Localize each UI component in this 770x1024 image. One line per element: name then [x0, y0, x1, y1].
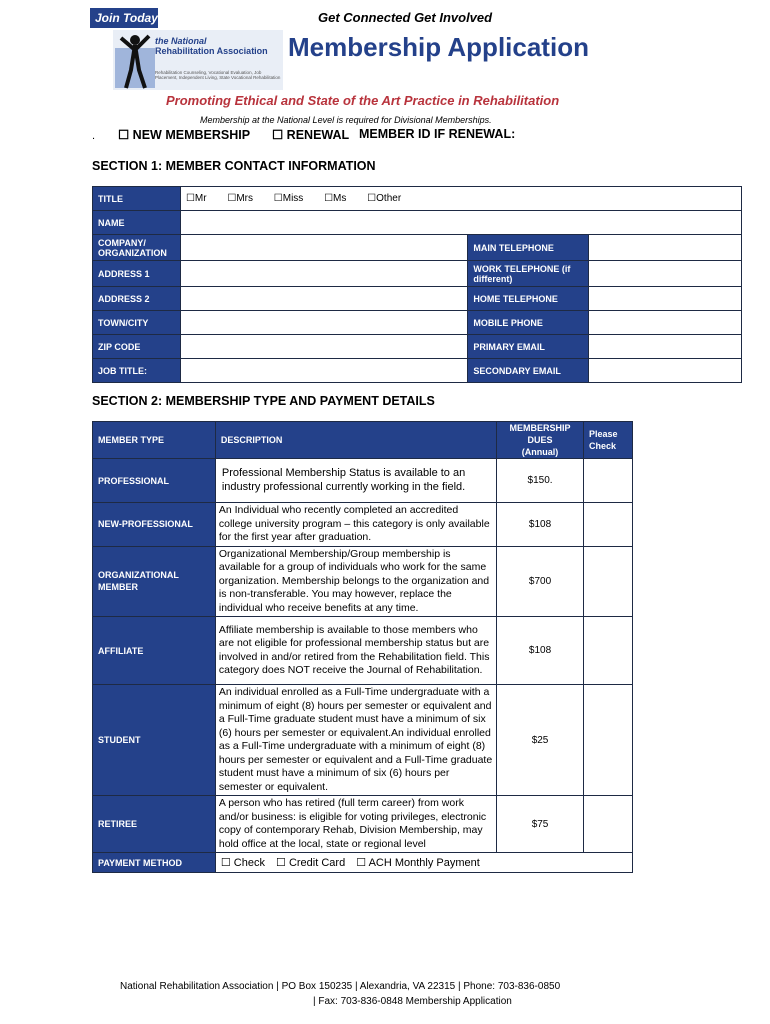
member-type-cell: RETIREE	[93, 796, 216, 853]
payment-check-option[interactable]: ☐ Check	[220, 857, 265, 869]
payment-method-label: PAYMENT METHOD	[93, 853, 216, 873]
name-field[interactable]	[180, 211, 741, 235]
section1-heading: SECTION 1: MEMBER CONTACT INFORMATION	[92, 159, 376, 173]
please-check-cell[interactable]	[584, 617, 633, 685]
secondary-email-field[interactable]	[589, 359, 742, 383]
member-type-cell: ORGANIZATIONAL MEMBER	[93, 546, 216, 617]
mobile-phone-field[interactable]	[589, 311, 742, 335]
membership-row	[93, 546, 633, 617]
membership-row	[93, 796, 633, 853]
please-check-cell[interactable]	[584, 459, 633, 503]
please-check-cell[interactable]	[584, 796, 633, 853]
description-cell: Professional Membership Status is available to an industry professional currently working in the field.	[215, 459, 496, 503]
logo-line2: Rehabilitation Association	[155, 46, 268, 56]
tagline: Get Connected Get Involved	[318, 10, 493, 25]
address1-row	[93, 261, 742, 287]
logo-text	[155, 36, 268, 56]
nra-logo	[113, 30, 283, 90]
name-row	[93, 211, 742, 235]
work-telephone-label: WORK TELEPHONE (if different)	[468, 261, 589, 287]
title-row	[93, 187, 742, 211]
title-option-ms[interactable]: ☐Ms	[324, 193, 347, 204]
town-label: TOWN/CITY	[93, 311, 181, 335]
member-id-label: MEMBER ID IF RENEWAL:	[359, 127, 516, 141]
home-telephone-label: HOME TELEPHONE	[468, 287, 589, 311]
membership-note: Membership at the National Level is required for Divisional Memberships.	[200, 115, 492, 125]
membership-row	[93, 617, 633, 685]
logo-line1: the National	[155, 36, 207, 46]
title-option-miss[interactable]: ☐Miss	[273, 193, 304, 204]
description-cell: Organizational Membership/Group membership is available for a group of individuals who work for the same organization. Membership belongs to the organization and is non-transferable. You may however, replace the individual who receive benefits at any time.	[215, 546, 496, 617]
mobile-phone-label: MOBILE PHONE	[468, 311, 589, 335]
name-label: NAME	[93, 211, 181, 235]
dues-header	[497, 422, 584, 459]
zip-label: ZIP CODE	[93, 335, 181, 359]
town-row	[93, 311, 742, 335]
title-option-mr[interactable]: ☐Mr	[185, 193, 207, 204]
payment-row	[93, 853, 633, 873]
town-field[interactable]	[180, 311, 467, 335]
address1-label: ADDRESS 1	[93, 261, 181, 287]
zip-field[interactable]	[180, 335, 467, 359]
description-cell: Affiliate membership is available to those members who are not eligible for professional membership status but are involved in and/or retired from the Rehabilitation field. This category does NOT receive the Journal of Rehabilitation.	[215, 617, 496, 685]
address2-row	[93, 287, 742, 311]
company-label: COMPANY/ ORGANIZATION	[93, 235, 181, 261]
footer-line1: National Rehabilitation Association | PO Box 150235 | Alexandria, VA 22315 | Phone: 703-836-0850	[120, 981, 561, 992]
person-figure-icon	[115, 30, 157, 90]
address2-field[interactable]	[180, 287, 467, 311]
job-row	[93, 359, 742, 383]
primary-email-label: PRIMARY EMAIL	[468, 335, 589, 359]
dues-cell: $700	[497, 546, 584, 617]
member-type-cell: STUDENT	[93, 685, 216, 796]
section2-heading: SECTION 2: MEMBERSHIP TYPE AND PAYMENT DETAILS	[92, 394, 435, 408]
dues-header-sub: (Annual)	[521, 447, 559, 457]
subheading: Promoting Ethical and State of the Art Practice in Rehabilitation	[166, 93, 560, 108]
dues-cell: $108	[497, 617, 584, 685]
title-label: TITLE	[93, 187, 181, 211]
contact-table	[92, 186, 742, 383]
title-options	[180, 187, 741, 211]
please-check-cell[interactable]	[584, 685, 633, 796]
home-telephone-field[interactable]	[589, 287, 742, 311]
page-title: Membership Application	[288, 32, 589, 62]
description-cell: An Individual who recently completed an accredited college university program – this category is only available for the first year after graduation.	[215, 503, 496, 547]
title-option-mrs[interactable]: ☐Mrs	[227, 193, 253, 204]
member-type-cell: AFFILIATE	[93, 617, 216, 685]
address2-label: ADDRESS 2	[93, 287, 181, 311]
work-telephone-field[interactable]	[589, 261, 742, 287]
zip-row	[93, 335, 742, 359]
payment-ach-option[interactable]: ☐ ACH Monthly Payment	[356, 857, 480, 869]
member-type-header: MEMBER TYPE	[93, 422, 216, 459]
payment-options	[215, 853, 632, 873]
description-cell: An individual enrolled as a Full-Time undergraduate with a minimum of eight (8) hours per semester or equivalent and a Full-Time graduate student must have a minimum of six (6) hours per semester or equivalent.An individual enrolled as a Full-Time undergraduate with a minimum of eight (8) hours per semester or equivalent and a Full-Time graduate student must have a minimum of six (6) hours per semester or equivalent.	[215, 685, 496, 796]
company-row	[93, 235, 742, 261]
primary-email-field[interactable]	[589, 335, 742, 359]
member-type-cell: PROFESSIONAL	[93, 459, 216, 503]
membership-header-row	[93, 422, 633, 459]
bullet-dot: .	[92, 130, 96, 142]
description-header: DESCRIPTION	[215, 422, 496, 459]
membership-row	[93, 685, 633, 796]
secondary-email-label: SECONDARY EMAIL	[468, 359, 589, 383]
dues-cell: $75	[497, 796, 584, 853]
membership-row	[93, 459, 633, 503]
footer-line2: | Fax: 703-836-0848 Membership Application	[313, 996, 512, 1007]
membership-row	[93, 503, 633, 547]
dues-cell: $25	[497, 685, 584, 796]
please-check-header: Please Check	[584, 422, 633, 459]
main-telephone-label: MAIN TELEPHONE	[468, 235, 589, 261]
job-title-field[interactable]	[180, 359, 467, 383]
main-telephone-field[interactable]	[589, 235, 742, 261]
dues-cell: $108	[497, 503, 584, 547]
new-membership-checkbox[interactable]: ☐ NEW MEMBERSHIP	[118, 128, 251, 142]
description-cell: A person who has retired (full term career) from work and/or business: is eligible for voting privileges, electronic copy of contemporary Rehab, Division Membership, may hold office at the local, state or regional level	[215, 796, 496, 853]
please-check-cell[interactable]	[584, 546, 633, 617]
renewal-checkbox[interactable]: ☐ RENEWAL	[272, 128, 350, 142]
join-today-banner[interactable]: Join Today	[90, 8, 158, 28]
member-type-cell: NEW-PROFESSIONAL	[93, 503, 216, 547]
payment-credit-card-option[interactable]: ☐ Credit Card	[276, 857, 346, 869]
title-option-other[interactable]: ☐Other	[367, 193, 402, 204]
logo-small-text: Rehabilitation Counseling, Vocational Evaluation, Job Placement, Independent Living, State Vocational Rehabilitation	[155, 70, 281, 80]
membership-table	[92, 421, 633, 873]
please-check-cell[interactable]	[584, 503, 633, 547]
address1-field[interactable]	[180, 261, 467, 287]
company-field[interactable]	[180, 235, 467, 261]
job-title-label: JOB TITLE:	[93, 359, 181, 383]
dues-header-label: MEMBERSHIP DUES	[509, 423, 571, 445]
dues-cell: $150.	[497, 459, 584, 503]
